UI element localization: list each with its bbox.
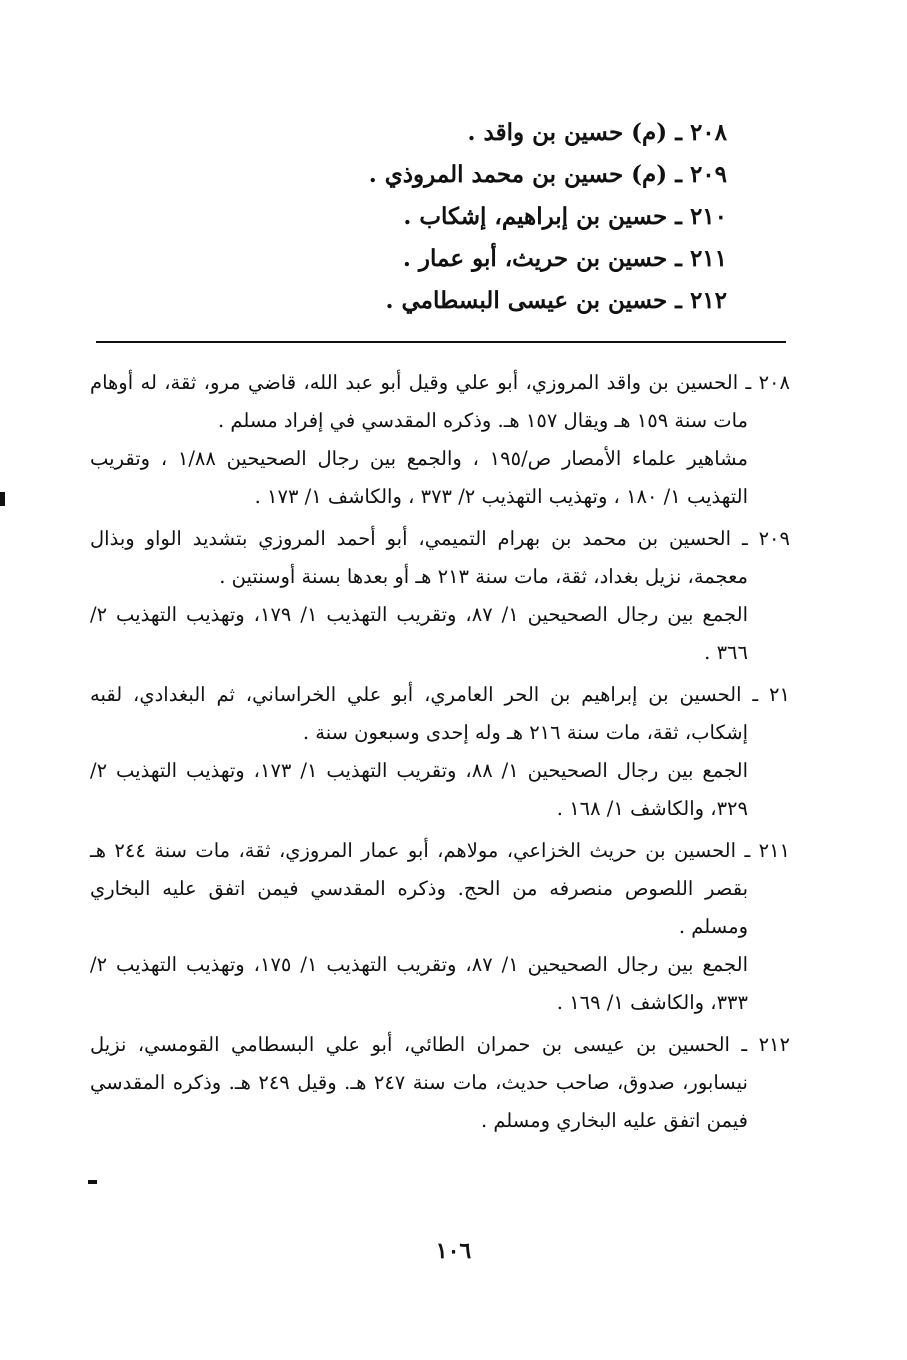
heading-item: ٢١٢ ـ حسين بن عيسى البسطامي . — [385, 287, 727, 314]
footnotes — [90, 364, 790, 1144]
scan-mark — [88, 1180, 97, 1184]
scan-mark — [0, 492, 5, 506]
footnote-biography: ٢٠٩ ـ الحسين بن محمد بن بهرام التميمي، أبو أحمد المروزي بتشديد الواو وبذال معجمة، نزيل بغداد، ثقة، مات سنة ٢١٣ هـ أو بعدها بسنة أوسنتين . — [90, 527, 790, 588]
footnote-209 — [90, 520, 790, 672]
heading-item: ٢١٠ ـ حسين بن إبراهيم، إشكاب . — [403, 203, 727, 230]
page-number: ١٠٦ — [435, 1238, 472, 1264]
footnote-references: مشاهير علماء الأمصار ص/١٩٥ ، والجمع بين رجال الصحيحين ١/٨٨ ، وتقريب التهذيب ١/ ١٨٠ ، وتهذيب التهذيب ٢/ ٣٧٣ ، والكاشف ١/ ١٧٣ . — [90, 447, 748, 508]
footnote-biography: ٢١٢ ـ الحسين بن عيسى بن حمران الطائي، أبو علي البسطامي القومسي، نزيل نيسابور، صدوق، صاحب حديث، مات سنة ٢٤٧ هـ. وقيل ٢٤٩ هـ. وذكره المقدسي فيمن اتفق عليه البخاري ومسلم . — [90, 1033, 790, 1132]
heading-item: ٢٠٩ ـ (م) حسين بن محمد المروذي . — [368, 161, 727, 188]
footnote-divider — [96, 341, 786, 343]
footnote-biography: ٢٠٨ ـ الحسين بن واقد المروزي، أبو علي وقيل أبو عبد الله، قاضي مرو، ثقة، له أوهام مات سنة ١٥٩ هـ ويقال ١٥٧ هـ. وذكره المقدسي في إفراد مسلم . — [90, 371, 790, 432]
footnote-references: الجمع بين رجال الصحيحين ١/ ٨٧، وتقريب التهذيب ١/ ١٧٥، وتهذيب التهذيب ٢/ ٣٣٣، والكاشف ١/ ١٦٩ . — [90, 953, 748, 1014]
heading-list — [207, 112, 727, 322]
footnote-biography: ٢١١ ـ الحسين بن حريث الخزاعي، مولاهم، أبو عمار المروزي، ثقة، مات سنة ٢٤٤ هـ بقصر اللصوص منصرفه من الحج. وذكره المقدسي فيمن اتفق عليه البخاري ومسلم . — [90, 839, 791, 938]
footnote-references: الجمع بين رجال الصحيحين ١/ ٨٨، وتقريب التهذيب ١/ ١٧٣، وتهذيب التهذيب ٢/ ٣٢٩، والكاشف ١/ ١٦٨ . — [90, 759, 748, 820]
footnote-references: الجمع بين رجال الصحيحين ١/ ٨٧، وتقريب التهذيب ١/ ١٧٩، وتهذيب التهذيب ٢/ ٣٦٦ . — [90, 603, 748, 664]
footnote-biography: ٢١ ـ الحسين بن إبراهيم بن الحر العامري، أبو علي الخراساني، ثم البغدادي، لقبه إشكاب، ثقة، مات سنة ٢١٦ هـ وله إحدى وسبعون سنة . — [90, 683, 790, 744]
footnote-208 — [90, 364, 790, 516]
footnote-210 — [90, 676, 790, 828]
heading-item: ٢٠٨ ـ (م) حسين بن واقد . — [467, 119, 727, 146]
footnote-212 — [90, 1026, 790, 1140]
heading-item: ٢١١ ـ حسين بن حريث، أبو عمار . — [402, 245, 727, 272]
footnote-211 — [90, 832, 790, 1022]
